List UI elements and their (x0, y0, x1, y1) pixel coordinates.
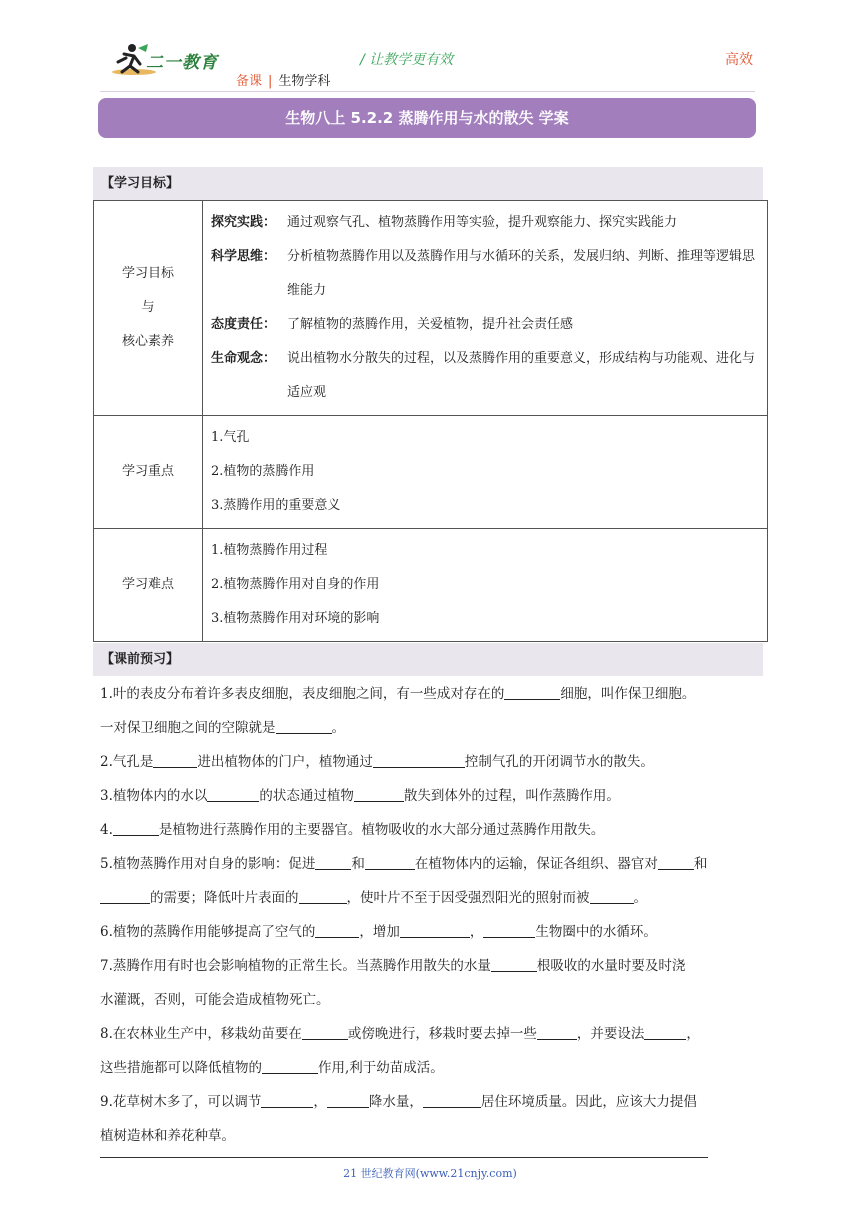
goal-text: 说出植物水分散失的过程，以及蒸腾作用的重要意义，形成结构与功能观、进化与适应观 (287, 351, 756, 400)
list-item: 3.植物蒸腾作用对环境的影响 (211, 611, 380, 626)
question-text: 的状态通过植物 (259, 788, 354, 804)
question-text: 在植物体内的运输，保证各组织、器官对 (414, 856, 658, 872)
answer-blank[interactable] (276, 718, 332, 734)
goal-item (211, 308, 761, 342)
answer-blank[interactable] (302, 1024, 348, 1040)
logo-text: 二一教育 (146, 53, 218, 73)
answer-blank[interactable] (207, 786, 259, 802)
list-item: 2.植物的蒸腾作用 (211, 464, 315, 479)
answer-blank[interactable] (373, 752, 465, 768)
question-text: ，使叶片不至于因受强烈阳光的照射而被 (346, 890, 590, 906)
question-text: 根吸收的水量时要及时浇 (536, 958, 686, 974)
question-text: 的需要；降低叶片表面的 (150, 890, 299, 906)
list-item: 1.气孔 (211, 430, 250, 445)
question-text: 水灌溉，否则，可能会造成植物死亡。 (100, 992, 330, 1008)
question-text: 控制气孔的开闭调节水的散失。 (464, 754, 654, 770)
goal-key: 探究实践： (211, 215, 277, 230)
question-text: ， (686, 1026, 700, 1042)
question-text: 和 (693, 856, 708, 872)
answer-blank[interactable] (315, 922, 359, 938)
question-text: 散失到体外的过程，叫作蒸腾作用。 (403, 788, 620, 804)
question-text: 细胞，叫作保卫细胞。 (560, 686, 696, 702)
question-text: 4. (100, 822, 113, 838)
question-text: 2.气孔是 (100, 754, 154, 770)
answer-blank[interactable] (113, 820, 159, 836)
question-text: 植树造林和养花种草。 (100, 1128, 235, 1144)
answer-blank[interactable] (315, 854, 351, 870)
question-text: 居住环境质量。因此，应该大力提倡 (480, 1094, 697, 1110)
question-text: 是植物进行蒸腾作用的主要器官。植物吸收的水大部分通过蒸腾作用散失。 (158, 822, 605, 838)
answer-blank[interactable] (354, 786, 404, 802)
question-7 (100, 949, 765, 1017)
list-item: 3.蒸腾作用的重要意义 (211, 498, 341, 513)
answer-blank[interactable] (299, 888, 347, 904)
goals-label-line: 与 (141, 300, 155, 315)
list-item: 2.植物蒸腾作用对自身的作用 (211, 577, 380, 592)
goals-label-cell (94, 201, 203, 416)
question-text: 1.叶的表皮分布着许多表皮细胞，表皮细胞之间，有一些成对存在的 (100, 686, 505, 702)
question-text: ，并要设法 (576, 1026, 645, 1042)
key-points-content (203, 416, 768, 529)
question-text: 。 (633, 890, 647, 906)
question-text: 降水量， (368, 1094, 423, 1110)
goals-content-cell (203, 201, 768, 416)
right-tag: 高效 (725, 52, 753, 68)
question-6 (100, 915, 765, 949)
answer-blank[interactable] (537, 1024, 577, 1040)
question-9 (100, 1085, 765, 1153)
footer-divider (100, 1157, 708, 1158)
goal-text: 分析植物蒸腾作用以及蒸腾作用与水循环的关系，发展归纳、判断、推理等逻辑思维能力 (287, 249, 756, 298)
answer-blank[interactable] (261, 1092, 313, 1108)
answer-blank[interactable] (491, 956, 537, 972)
subheader (236, 70, 330, 89)
question-text: 6.植物的蒸腾作用能够提高了空气的 (100, 924, 316, 940)
page-title: 生物八上 5.2.2 蒸腾作用与水的散失 学案 (98, 98, 756, 138)
sub-separator: | (268, 74, 273, 89)
question-text: 5.植物蒸腾作用对自身的影响：促进 (100, 856, 316, 872)
goals-table (93, 200, 768, 642)
answer-blank[interactable] (153, 752, 197, 768)
answer-blank[interactable] (400, 922, 470, 938)
goal-key: 态度责任： (211, 317, 277, 332)
table-row (94, 529, 768, 642)
answer-blank[interactable] (644, 1024, 686, 1040)
difficulties-content (203, 529, 768, 642)
table-row (94, 416, 768, 529)
question-text: 7.蒸腾作用有时也会影响植物的正常生长。当蒸腾作用散失的水量 (100, 958, 491, 974)
header-divider (100, 91, 755, 92)
question-text: 生物圈中的水循环。 (535, 924, 657, 940)
goals-label-line: 学习目标 (121, 266, 174, 281)
goal-text: 通过观察气孔、植物蒸腾作用等实验，提升观察能力、探究实践能力 (287, 215, 678, 230)
table-row (94, 201, 768, 416)
slogan: / 让教学更有效 (360, 52, 454, 68)
section-goals-heading: 【学习目标】 (93, 167, 763, 200)
question-text: 3.植物体内的水以 (100, 788, 208, 804)
list-item: 1.植物蒸腾作用过程 (211, 543, 328, 558)
goal-key: 生命观念： (211, 351, 277, 366)
answer-blank[interactable] (327, 1092, 369, 1108)
question-1 (100, 677, 765, 745)
answer-blank[interactable] (483, 922, 535, 938)
goal-key: 科学思维： (211, 249, 277, 264)
question-4 (100, 813, 765, 847)
answer-blank[interactable] (262, 1058, 318, 1074)
question-text: 一对保卫细胞之间的空隙就是 (100, 720, 276, 736)
question-5 (100, 847, 765, 915)
question-text: ，增加 (359, 924, 400, 940)
goals-label-line: 核心素养 (121, 334, 174, 349)
question-text: ， (469, 924, 484, 940)
footer-link[interactable]: 21 世纪教育网(www.21cnjy.com) (343, 1167, 517, 1180)
sub-right: 生物学科 (278, 74, 331, 89)
difficulties-label: 学习难点 (94, 529, 203, 642)
goal-item (211, 342, 761, 410)
question-text: 。 (331, 720, 345, 736)
question-text: 或傍晚进行，移栽时要去掉一些 (347, 1026, 537, 1042)
question-2 (100, 745, 765, 779)
answer-blank[interactable] (100, 888, 150, 904)
question-text: 9.花草树木多了，可以调节 (100, 1094, 262, 1110)
question-text: 和 (351, 856, 365, 872)
goal-item (211, 240, 761, 308)
question-text: 这些措施都可以降低植物的 (100, 1060, 262, 1076)
question-text: ， (313, 1094, 327, 1110)
question-text: 8.在农林业生产中，移栽幼苗要在 (100, 1026, 302, 1042)
key-points-label: 学习重点 (94, 416, 203, 529)
answer-blank[interactable] (504, 684, 560, 700)
goal-text: 了解植物的蒸腾作用，关爱植物，提升社会责任感 (287, 317, 574, 332)
answer-blank[interactable] (365, 854, 415, 870)
goal-item (211, 206, 761, 240)
answer-blank[interactable] (658, 854, 694, 870)
question-8 (100, 1017, 765, 1085)
answer-blank[interactable] (423, 1092, 481, 1108)
sub-left: 备课 (236, 74, 263, 89)
question-text: 进出植物体的门户，植物通过 (197, 754, 373, 770)
question-3 (100, 779, 765, 813)
answer-blank[interactable] (590, 888, 634, 904)
question-text: 作用,利于幼苗成活。 (318, 1060, 444, 1076)
section-preview-heading: 【课前预习】 (93, 643, 763, 676)
